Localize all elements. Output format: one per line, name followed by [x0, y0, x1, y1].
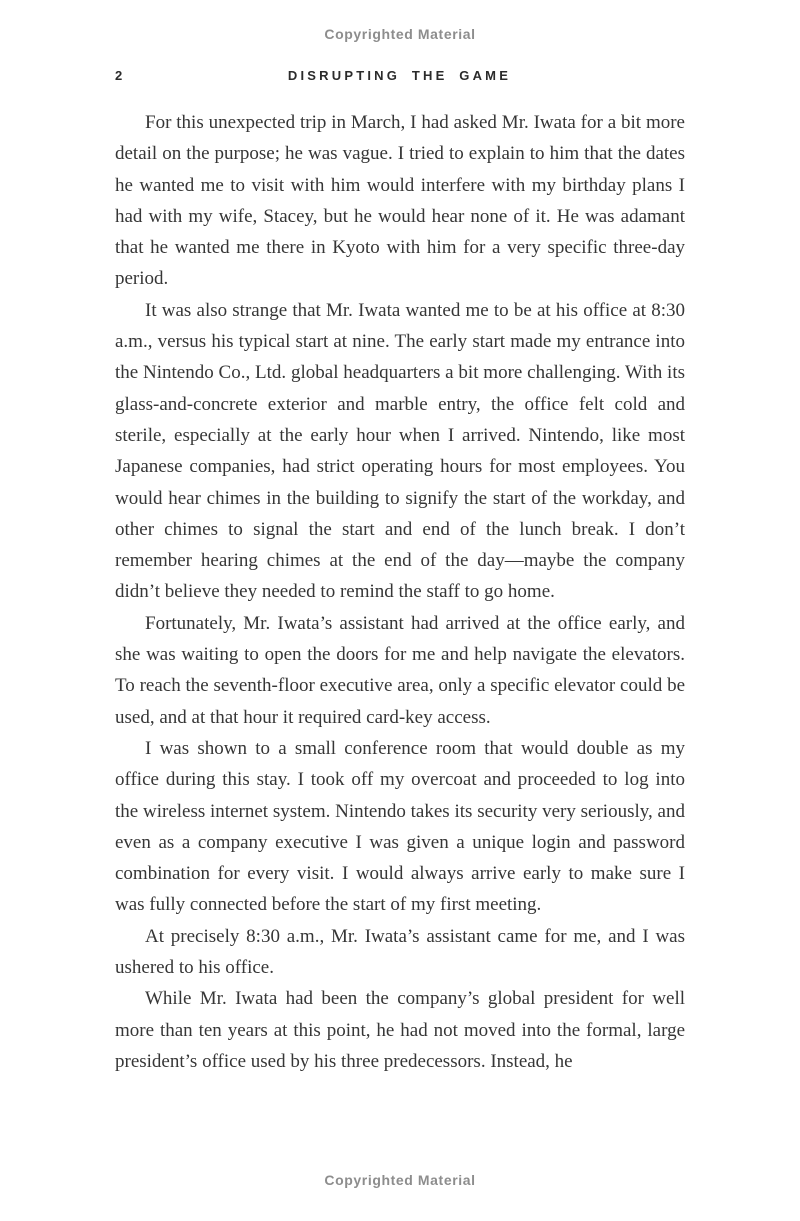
paragraph: Fortunately, Mr. Iwata’s assistant had arrived at the office early, and she was waiting to open the doors for me and help navigate the elevators. To reach the seventh-floor executive area, only a specific elevator could be used, and at that hour it required card-key access.	[115, 612, 685, 728]
running-head: DISRUPTING THE GAME	[287, 68, 512, 83]
body-text	[115, 107, 685, 1077]
copyright-bottom-notice: Copyrighted Material	[324, 1172, 476, 1188]
page-header	[115, 68, 684, 86]
paragraph: For this unexpected trip in March, I had asked Mr. Iwata for a bit more detail on the purpose; he was vague. I tried to explain to him that the dates he wanted me to visit with him would interfere with my birthday plans I had with my wife, Stacey, but he would hear none of it. He was adamant that he wanted me there in Kyoto with him for a very specific three-day period.	[115, 112, 685, 290]
copyright-top-notice: Copyrighted Material	[324, 26, 476, 42]
paragraph: While Mr. Iwata had been the company’s global president for well more than ten years at this point, he had not moved into the formal, large president’s office used by his three predecessors. Instead, he	[115, 988, 685, 1072]
paragraph: I was shown to a small conference room that would double as my office during this stay. I took off my overcoat and proceeded to log into the wireless internet system. Nintendo takes its security very seriously, and even as a company executive I was given a unique login and password combination for every visit. I would always arrive early to make sure I was fully connected before the start of my first meeting.	[115, 737, 685, 916]
page-number: 2	[115, 68, 123, 83]
paragraph: At precisely 8:30 a.m., Mr. Iwata’s assistant came for me, and I was ushered to his office.	[115, 925, 685, 979]
paragraph: It was also strange that Mr. Iwata wanted me to be at his office at 8:30 a.m., versus his typical start at nine. The early start made my entrance into the Nintendo Co., Ltd. global headquarters a bit more challenging. With its glass-and-concrete exterior and marble entry, the office felt cold and sterile, especially at the early hour when I arrived. Nintendo, like most Japanese companies, had strict operating hours for most employees. You would hear chimes in the building to signify the start of the workday, and other chimes to signal the start and end of the lunch break. I don’t remember hearing chimes at the end of the day—maybe the company didn’t believe they needed to remind the staff to go home.	[115, 299, 685, 603]
